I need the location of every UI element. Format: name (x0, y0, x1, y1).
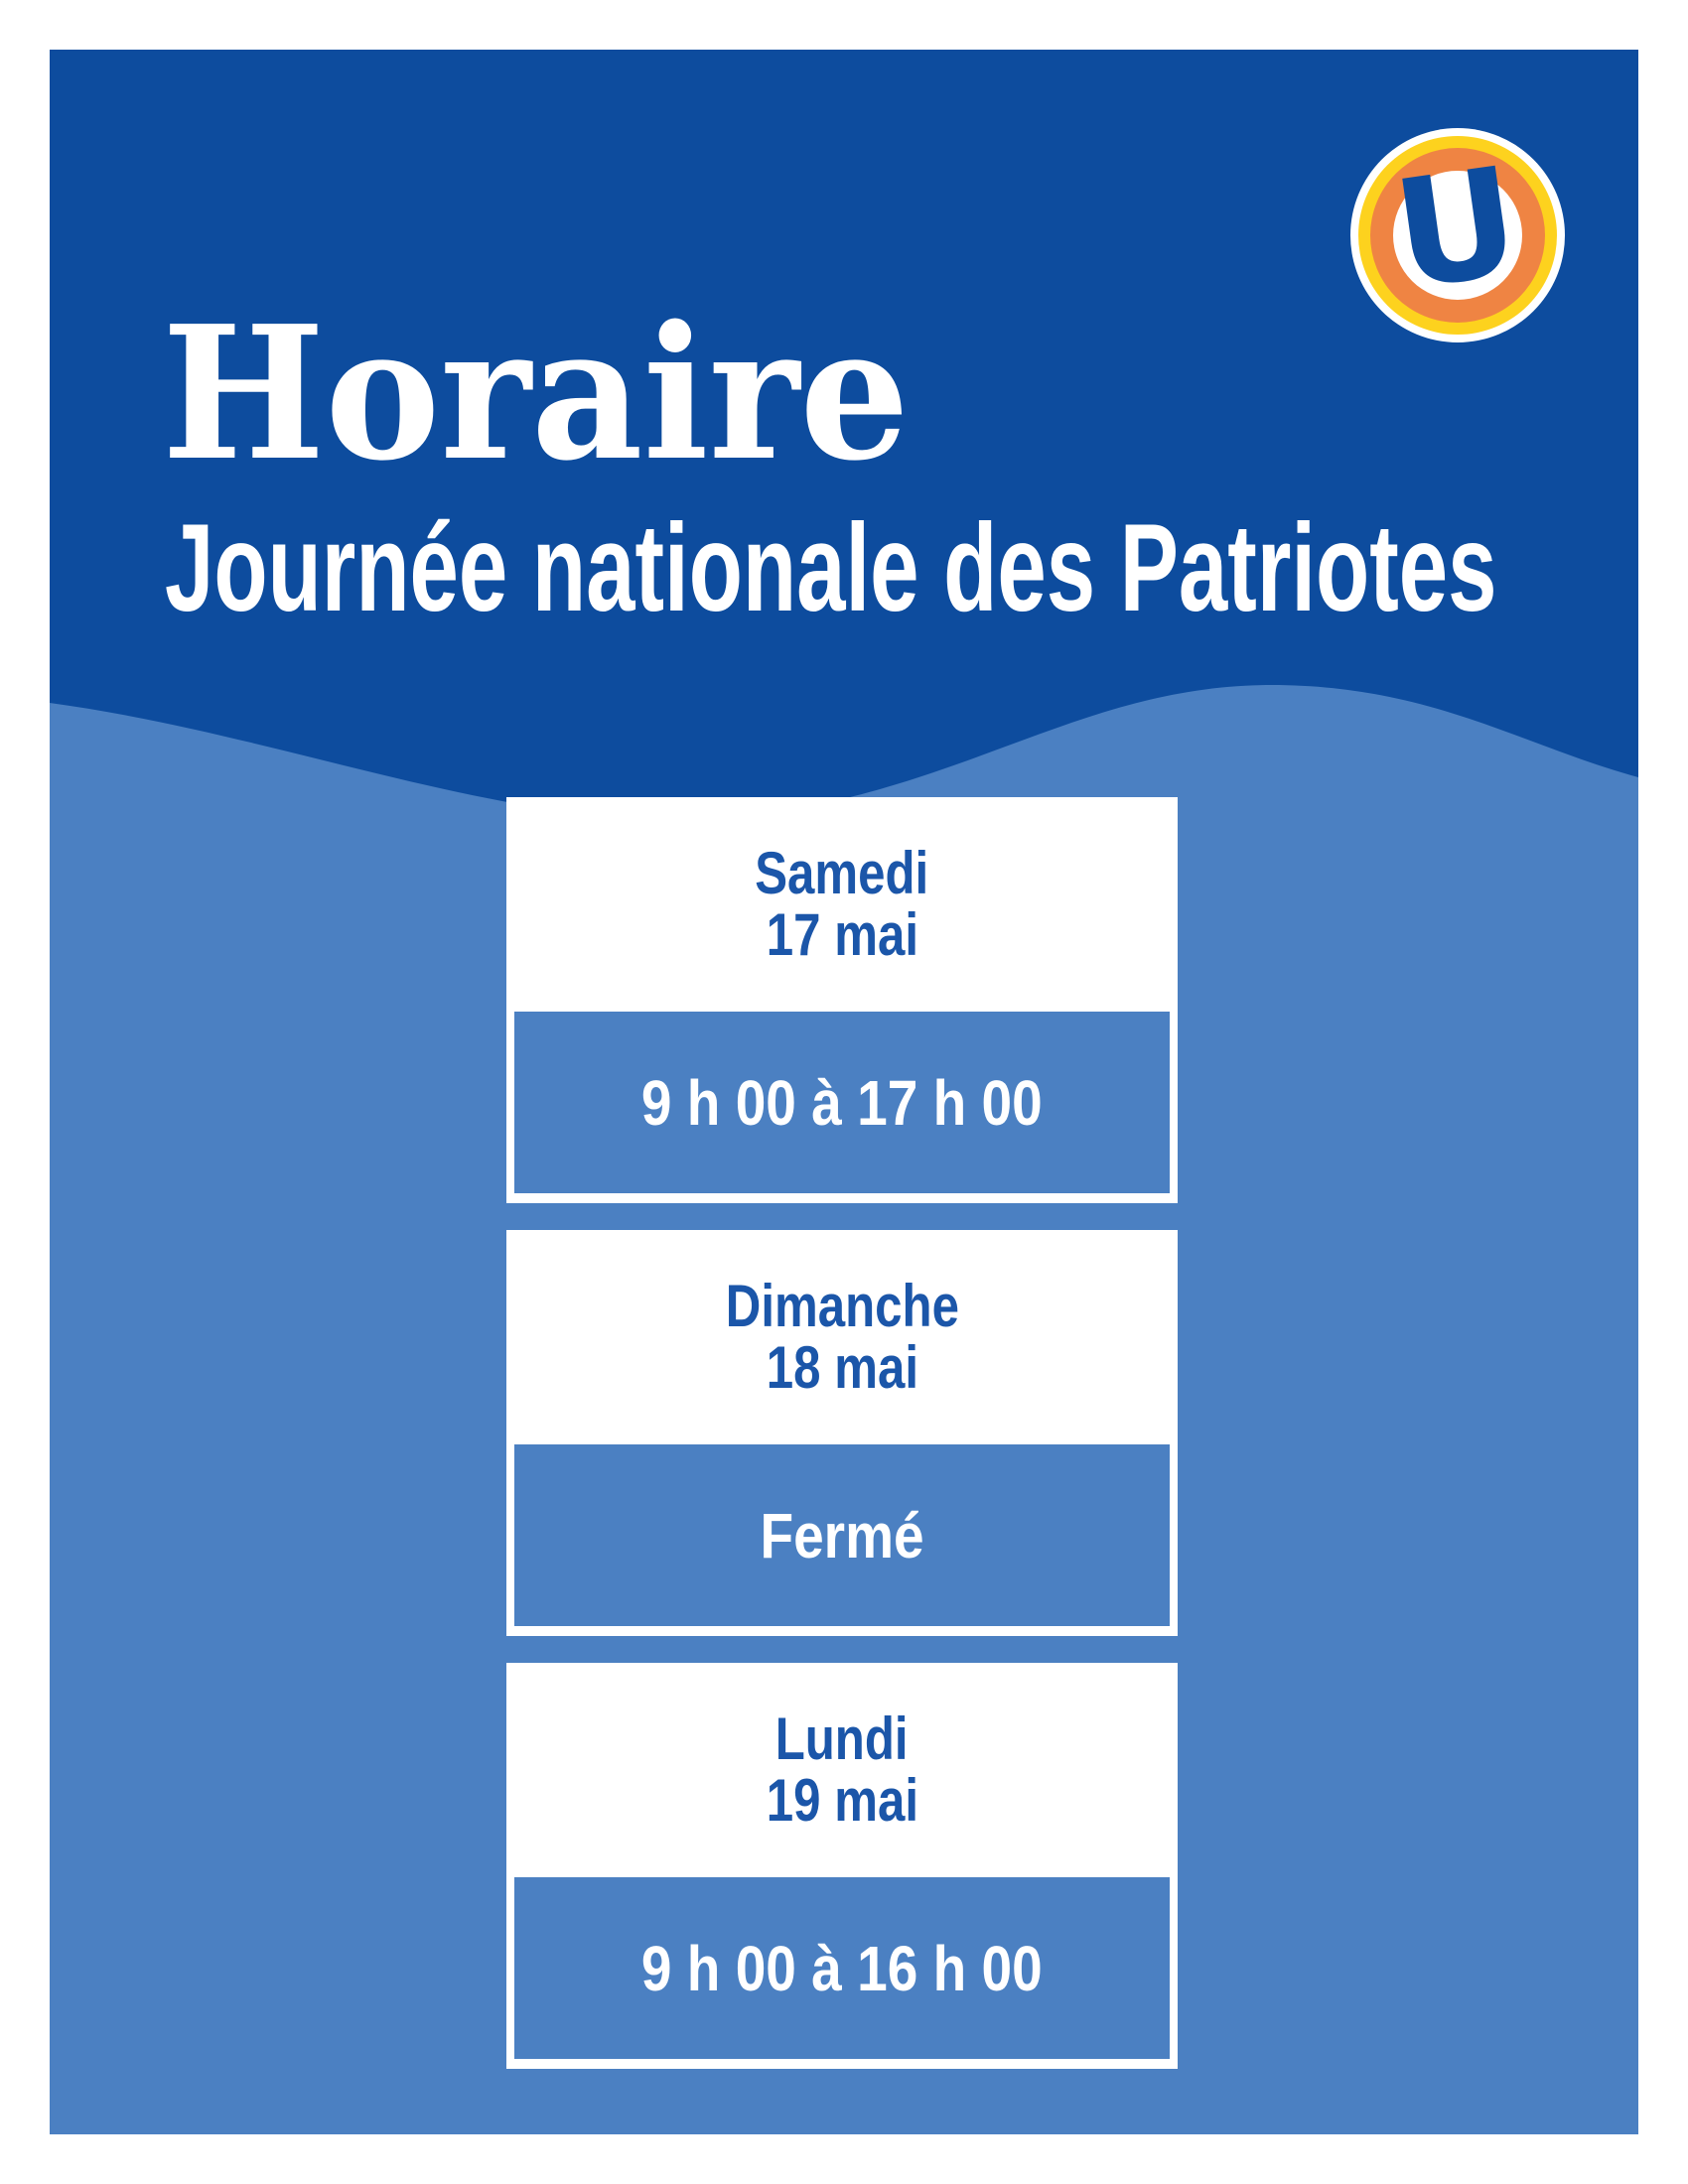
schedule-card-saturday (506, 797, 1178, 1203)
logo-orange-ring (1370, 135, 1545, 324)
schedule-card-sunday (506, 1230, 1178, 1636)
day-date: 18 mai (766, 1334, 918, 1401)
hours-text: 9 h 00 à 17 h 00 (641, 1066, 1043, 1139)
logo-inner-disc (1384, 135, 1529, 324)
day-date: 19 mai (766, 1767, 918, 1834)
card-day-label (514, 797, 1170, 1012)
card-hours-bar (514, 1877, 1170, 2059)
page-title: Horaire (162, 285, 910, 501)
logo-yellow-ring (1358, 136, 1557, 335)
hours-text: 9 h 00 à 16 h 00 (641, 1932, 1043, 2004)
day-name: Samedi (755, 840, 929, 906)
hours-text: Fermé (760, 1499, 924, 1571)
schedule-cards (506, 797, 1178, 2069)
day-name: Dimanche (725, 1273, 959, 1339)
page-subtitle: Journée nationale des Patriotes (165, 499, 1497, 637)
card-hours-bar (514, 1444, 1170, 1626)
day-date: 17 mai (766, 901, 918, 968)
card-day-label (514, 1663, 1170, 1877)
day-name: Lundi (775, 1706, 909, 1772)
card-day-label (514, 1230, 1170, 1444)
brand-logo (1350, 128, 1565, 342)
u-logo-icon: U (1384, 135, 1529, 324)
card-hours-bar (514, 1012, 1170, 1193)
schedule-card-monday (506, 1663, 1178, 2069)
poster-panel (50, 50, 1638, 2134)
